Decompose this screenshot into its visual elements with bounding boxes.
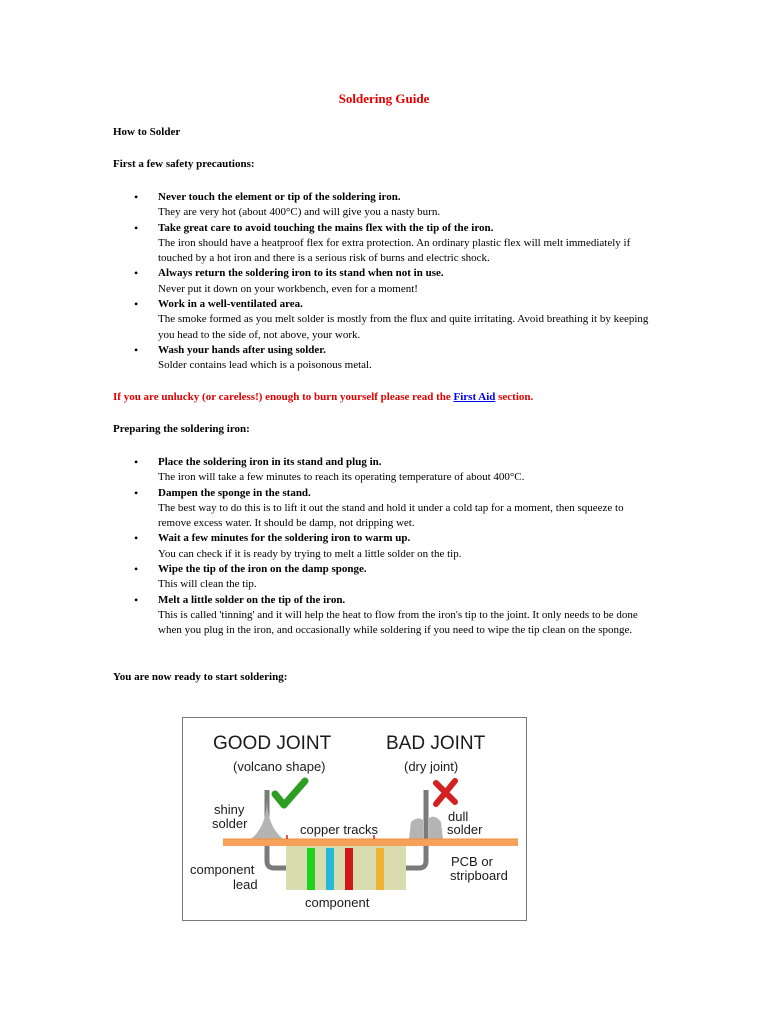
list-item-heading: Wash your hands after using solder. xyxy=(158,343,326,356)
warning-text-end: section. xyxy=(495,391,534,403)
dull-label: dull xyxy=(448,809,469,824)
warning-text: If you are unlucky (or careless!) enough to burn yourself please read the xyxy=(113,391,454,403)
list-item-body: Solder contains lead which is a poisonous metal. xyxy=(158,359,372,372)
bullet-icon: • xyxy=(134,297,139,312)
solder-left-label: solder xyxy=(212,816,248,831)
bad-solder-right xyxy=(429,817,443,839)
diagram-svg xyxy=(183,718,526,920)
section-heading-how-to-solder: How to Solder xyxy=(113,126,181,138)
copper-track xyxy=(223,839,518,846)
list-item-heading: Wait a few minutes for the soldering iron to warm up. xyxy=(158,532,411,545)
solder-right-label: solder xyxy=(447,822,483,837)
list-item-heading: Always return the soldering iron to its stand when not in use. xyxy=(158,267,444,280)
preparing-list xyxy=(113,455,658,639)
list-item xyxy=(113,266,658,297)
burn-warning xyxy=(113,390,533,404)
bad-solder-left xyxy=(409,818,423,839)
cross-icon xyxy=(436,781,455,804)
shiny-label: shiny xyxy=(214,802,245,817)
band-orange xyxy=(376,848,384,890)
bullet-icon: • xyxy=(134,342,139,357)
stripboard-label: stripboard xyxy=(450,868,508,883)
list-item-heading: Wipe the tip of the iron on the damp sponge. xyxy=(158,563,367,576)
copper-tracks-label: copper tracks xyxy=(300,822,379,837)
preparing-intro: Preparing the soldering iron: xyxy=(113,423,250,435)
list-item-heading: Place the soldering iron in its stand and plug in. xyxy=(158,456,382,468)
page-title: Soldering Guide xyxy=(338,91,430,106)
list-item xyxy=(113,455,658,486)
list-item xyxy=(113,593,658,639)
list-item xyxy=(113,221,658,267)
bullet-icon: • xyxy=(134,592,139,607)
good-joint-label: GOOD JOINT xyxy=(213,733,332,754)
list-item-body: The smoke formed as you melt solder is mostly from the flux and quite irritating. Avoid breathing it by keeping you head to the side of, not above, your work. xyxy=(158,313,649,341)
bullet-icon: • xyxy=(134,190,139,204)
good-solder-fillet xyxy=(251,798,283,839)
list-item-body: The iron should have a heatproof flex for extra protection. An ordinary plastic flex will melt immediately if touched by a hot iron and there is a serious risk of burns and electric shock. xyxy=(158,236,631,265)
list-item-body: The iron will take a few minutes to reach its operating temperature of about 400°C. xyxy=(158,471,525,484)
list-item xyxy=(113,531,658,562)
list-item-body: The best way to do this is to lift it out the stand and hold it under a cold tap for a moment, then squeeze to remove excess water. It should be damp, not dripping wet. xyxy=(158,501,624,530)
band-green xyxy=(307,848,315,890)
list-item xyxy=(113,562,658,593)
list-item-body: Never put it down on your workbench, even for a moment! xyxy=(158,282,418,295)
bullet-icon: • xyxy=(134,220,139,235)
bad-joint-label: BAD JOINT xyxy=(386,733,486,754)
first-aid-link[interactable]: First Aid xyxy=(453,391,496,403)
band-red xyxy=(345,848,353,890)
list-item-body: You can check if it is ready by trying to melt a little solder on the tip. xyxy=(158,547,462,560)
bullet-icon: • xyxy=(134,455,139,469)
list-item-heading: Never touch the element or tip of the soldering iron. xyxy=(158,191,401,203)
lead-label: lead xyxy=(233,877,258,892)
list-item-heading: Take great care to avoid touching the mains flex with the tip of the iron. xyxy=(158,221,494,234)
list-item-body: This is called 'tinning' and it will help the heat to flow from the iron's tip to the joint. It only needs to be done when you plug in the iron, and occasionally while soldering if you need to wipe the tip clean on the sponge. xyxy=(158,608,638,637)
bullet-icon: • xyxy=(134,266,139,281)
bullet-icon: • xyxy=(134,485,139,500)
list-item-heading: Work in a well-ventilated area. xyxy=(158,298,303,311)
solder-joint-diagram xyxy=(182,717,527,921)
bullet-icon: • xyxy=(134,562,139,577)
list-item xyxy=(113,190,658,221)
bad-joint-sublabel: (dry joint) xyxy=(404,759,459,774)
safety-intro: First a few safety precautions: xyxy=(113,158,255,170)
component-label: component xyxy=(305,895,370,910)
list-item-heading: Dampen the sponge in the stand. xyxy=(158,486,311,499)
safety-list xyxy=(113,190,658,374)
bullet-icon: • xyxy=(134,531,139,546)
list-item-heading: Melt a little solder on the tip of the iron. xyxy=(158,593,346,606)
check-icon xyxy=(275,781,305,805)
ready-text: You are now ready to start soldering: xyxy=(113,671,288,683)
list-item xyxy=(113,486,658,532)
good-joint-sublabel: (volcano shape) xyxy=(233,759,326,774)
pcb-label: PCB or xyxy=(451,854,493,869)
list-item-body: They are very hot (about 400°C) and will give you a nasty burn. xyxy=(158,206,441,219)
list-item-body: This will clean the tip. xyxy=(158,578,257,591)
list-item xyxy=(113,343,658,374)
list-item xyxy=(113,297,658,343)
band-cyan xyxy=(326,848,334,890)
component-lead-label: component xyxy=(190,862,255,877)
